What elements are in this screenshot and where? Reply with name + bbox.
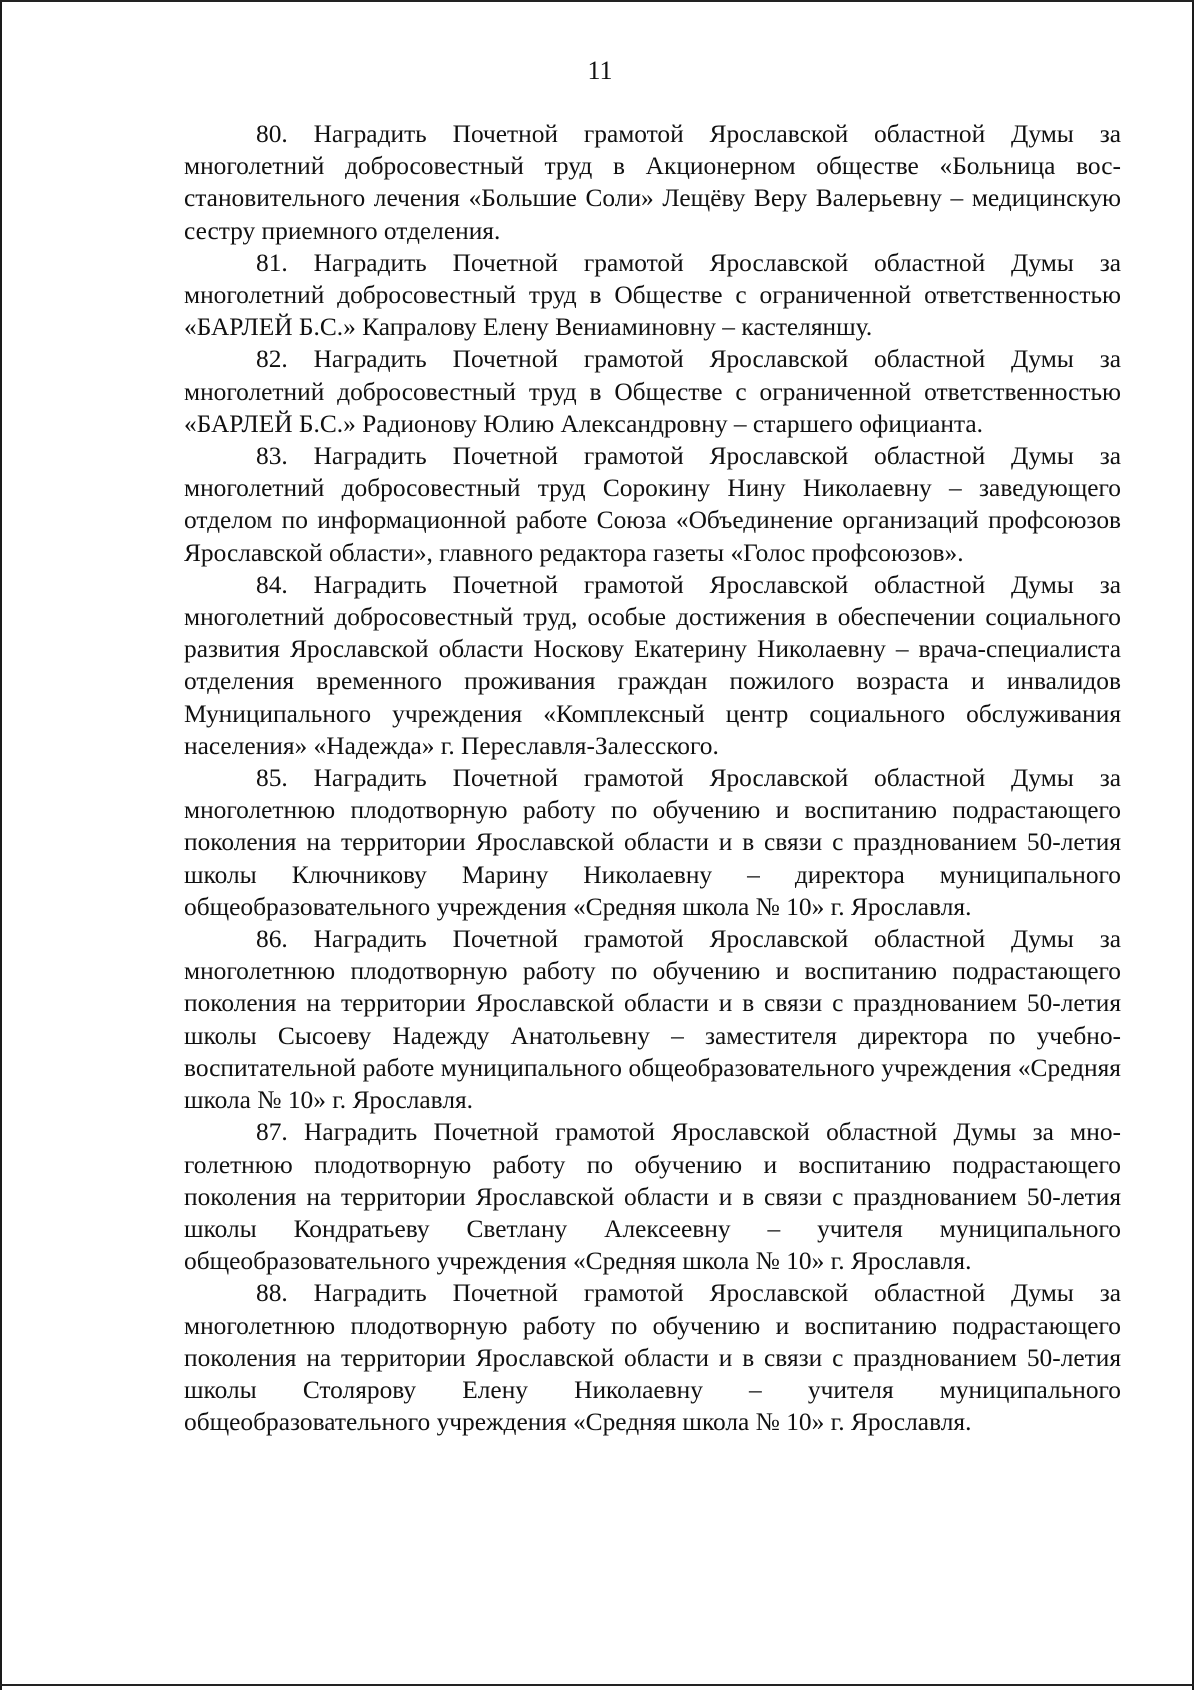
paragraph-88: 88. Наградить Почетной грамотой Ярославской областной Думы за многолетнюю плодотворную работу по обучению и воспитанию подрастающего поколения на территории Ярославской области и в связи с празднованием 50-летия школы Столярову Елену Николаевну – учителя муниципального общеобразовательного учреждения «Средняя школа № 10» г. Ярославля. [184, 1279, 1121, 1437]
scan-edge-bottom [0, 1684, 1194, 1686]
paragraph-86: 86. Наградить Почетной грамотой Ярославской областной Думы за многолетнюю плодотворную работу по обучению и воспитанию подрастающего поколения на территории Ярославской области и в связи с празднованием 50-летия школы Сысоеву Надежду Анатольевну – заместителя директора по учебно-воспитательной работе муниципального общеобразовательного учреждения «Средняя школа № 10» г. Ярославля. [184, 925, 1121, 1115]
paragraph-82: 82. Наградить Почетной грамотой Ярославской областной Думы за многолетний добросовестный труд в Обществе с ограниченной ответственностью «БАРЛЕЙ Б.С.» Радионову Юлию Александровну – старшего официанта. [184, 345, 1121, 438]
paragraph-83: 83. Наградить Почетной грамотой Ярославской областной Думы за многолетний добросовестный труд Сорокину Нину Николаевну – заведующего отделом по информационной работе Союза «Объединение организаций профсоюзов Ярославской области», главного редактора газеты «Голос профсоюзов». [184, 442, 1121, 567]
paragraph-85: 85. Наградить Почетной грамотой Ярославской областной Думы за многолетнюю плодотворную работу по обучению и воспитанию подрастающего поколения на территории Ярославской области и в связи с празднованием 50-летия школы Ключникову Марину Николаевну – директора муниципального общеобразовательного учреждения «Средняя школа № 10» г. Ярославля. [184, 764, 1121, 921]
page-number: 11 [587, 56, 613, 85]
scan-edge-top [0, 0, 1194, 2]
scan-edge-left [0, 0, 2, 1690]
paragraph-87: 87. Наградить Почетной грамотой Ярославской областной Думы за многолетнюю плодотворную работу по обучению и воспитанию подрастающего поколения на территории Ярославской области и в связи с празднованием 50-летия школы Кондратьеву Светлану Алексеевну – учителя муниципального общеобразовательного учреждения «Средняя школа № 10» г. Ярославля. [184, 1118, 1121, 1276]
document-body [184, 118, 1121, 1438]
paragraph-84: 84. Наградить Почетной грамотой Ярославской областной Думы за многолетний добросовестный труд, особые достижения в обеспечении социального развития Ярославской области Носкову Екатерину Николаевну – врача-специалиста отделения временного проживания граждан пожилого возраста и инвалидов Муниципального учреждения «Комплексный центр социального обслуживания населения» «Надежда» г. Переславля-Залесского. [184, 570, 1121, 760]
paragraph-81: 81. Наградить Почетной грамотой Ярославской областной Думы за многолетний добросовестный труд в Обществе с ограниченной ответственностью «БАРЛЕЙ Б.С.» Капралову Елену Вениаминовну – кастеляншу. [184, 248, 1121, 342]
scan-edge-right [1192, 0, 1194, 1690]
paragraph-80: 80. Наградить Почетной грамотой Ярославской областной Думы за многолетний добросовестный труд в Акционерном обществе «Больница восстановительного лечения «Большие Соли» Лещёву Веру Валерьевну – медицинскую сестру приемного отделения. [184, 120, 1121, 245]
